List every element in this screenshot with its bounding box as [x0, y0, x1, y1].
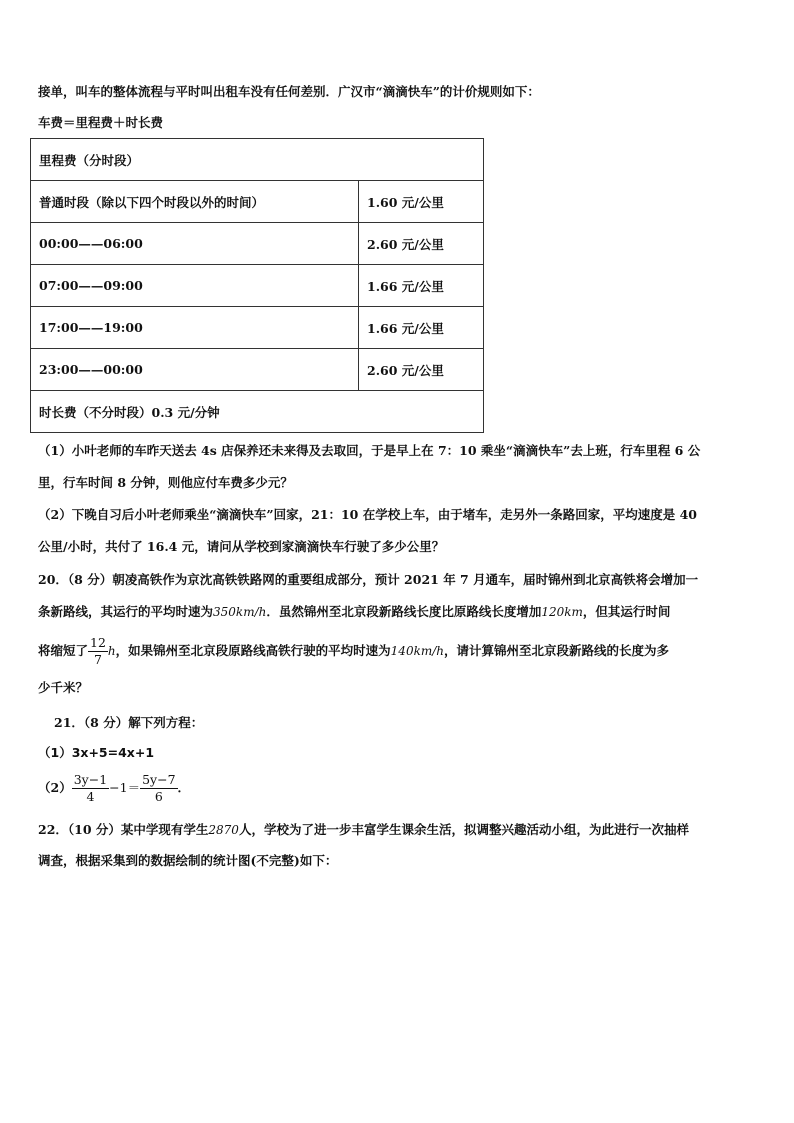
eq2-left-fraction: [72, 772, 109, 805]
q20-line3-a: 将缩短了: [38, 643, 89, 658]
q22-line2: 调查，根据采集到的数据绘制的统计图(不完整)如下：: [38, 853, 338, 868]
eq2-end: ．: [177, 780, 191, 795]
fare-table-header: 里程费（分时段）: [31, 139, 484, 181]
q19-part1-line1: （1）小叶老师的车昨天送去 4s 店保养还未来得及去取回，于是早上在 7：10 乘坐“滴滴快车”去上班，行车里程 6 公: [38, 443, 701, 458]
fare-table: [30, 138, 484, 433]
new-speed: 350km/h: [213, 605, 267, 619]
eq2-middle: −1＝: [109, 780, 141, 795]
price-cell: 1.66 元/公里: [359, 307, 484, 349]
period-cell: 17:00——19:00: [31, 307, 359, 349]
fraction-denominator: 6: [154, 789, 163, 804]
q19-part2-line1: （2）下晚自习后小叶老师乘坐“滴滴快车”回家，21：10 在学校上车，由于堵车，走另外一条路回家，平均速度是 40: [38, 507, 697, 522]
intro-paragraph: 接单，叫车的整体流程与平时叫出租车没有任何差别．广汉市“滴滴快车”的计价规则如下：: [38, 84, 540, 99]
q22-line1: [38, 820, 756, 840]
q19-part2-line2: 公里/小时，共付了 16.4 元，请问从学校到家滴滴快车行驶了多少公里？: [38, 539, 445, 554]
q20-line2-c: ，但其运行时间: [582, 604, 671, 619]
q20-line2-b: ．虽然锦州至北京段新路线长度比原路线长度增加: [266, 604, 542, 619]
fraction-numerator: 3y−1: [73, 772, 108, 787]
q21-equation-2: [38, 770, 756, 806]
table-row: [31, 181, 484, 223]
fare-formula: 车费＝里程费＋时长费: [38, 115, 164, 130]
extra-length: 120km: [541, 605, 583, 619]
fraction-denominator: 4: [86, 789, 95, 804]
eq2-label: （2）: [38, 780, 72, 795]
q20-line1: 20．（8 分）朝凌高铁作为京沈高铁铁路网的重要组成部分，预计 2021 年 7 月通车，届时锦州到北京高铁将会增加一: [38, 572, 699, 587]
q20-line2-a: 条新路线，其运行的平均时速为: [38, 604, 214, 619]
eq2-right-fraction: [140, 772, 177, 805]
price-cell: 2.60 元/公里: [359, 349, 484, 391]
q20-line4: 少千米？: [38, 680, 89, 695]
table-row: [31, 349, 484, 391]
student-count: 2870: [208, 823, 239, 837]
q22-line1-a: 22．（10 分）某中学现有学生: [38, 822, 209, 837]
table-row: [31, 223, 484, 265]
q22-line1-b: 人，学校为了进一步丰富学生课余生活，拟调整兴趣活动小组，为此进行一次抽样: [238, 822, 689, 837]
q21-equation-1: （1）3x+5=4x+1: [38, 745, 155, 760]
fraction-denominator: 7: [93, 652, 102, 667]
time-fraction: [88, 635, 108, 668]
q20-line3-c: ，请计算锦州至北京段新路线的长度为多: [444, 643, 670, 658]
fare-table-footer: 时长费（不分时段）0.3 元/分钟: [31, 391, 484, 433]
period-cell: 07:00——09:00: [31, 265, 359, 307]
q21-title: 21．（8 分）解下列方程：: [54, 715, 204, 730]
fare-table-footer-row: [31, 391, 484, 433]
q20-line3: [38, 634, 756, 668]
period-cell: 普通时段（除以下四个时段以外的时间）: [31, 181, 359, 223]
price-cell: 1.60 元/公里: [359, 181, 484, 223]
period-cell: 00:00——06:00: [31, 223, 359, 265]
fare-table-header-row: [31, 139, 484, 181]
price-cell: 1.66 元/公里: [359, 265, 484, 307]
price-cell: 2.60 元/公里: [359, 223, 484, 265]
q20-line2: [38, 602, 756, 622]
old-speed: 140km/h: [390, 644, 444, 658]
table-row: [31, 307, 484, 349]
q19-part1-line2: 里，行车时间 8 分钟，则他应付车费多少元？: [38, 475, 293, 490]
fraction-numerator: 12: [90, 635, 106, 650]
fraction-unit: h: [107, 644, 116, 658]
period-cell: 23:00——00:00: [31, 349, 359, 391]
q20-line3-b: ，如果锦州至北京段原路线高铁行驶的平均时速为: [115, 643, 391, 658]
fraction-numerator: 5y−7: [142, 772, 176, 787]
table-row: [31, 265, 484, 307]
